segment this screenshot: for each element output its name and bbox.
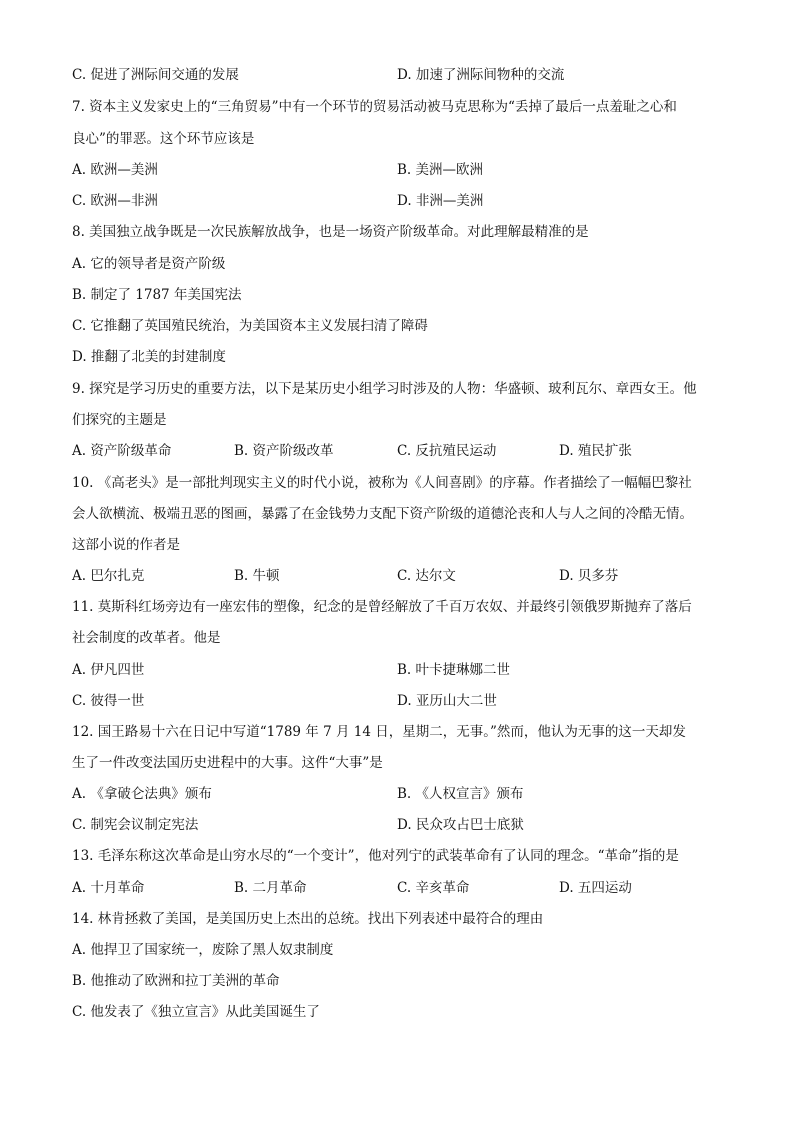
q9-option-a: A. 资产阶级革命: [72, 443, 172, 459]
q11-option-a: A. 伊凡四世: [72, 662, 145, 678]
q13-option-c: C. 辛亥革命: [397, 880, 470, 896]
q13-options-row: [72, 873, 732, 904]
q12-option-c: C. 制宪会议制定宪法: [72, 817, 199, 833]
q14-option-b: B. 他推动了欧洲和拉丁美洲的革命: [72, 973, 280, 989]
q8-option-d: D. 推翻了北美的封建制度: [72, 349, 226, 365]
q11-stem-line-2: 社会制度的改革者。他是: [72, 630, 221, 646]
q8-option-c: C. 它推翻了英国殖民统治，为美国资本主义发展扫清了障碍: [72, 318, 428, 334]
q12-stem-line-2: 生了一件改变法国历史进程中的大事。这件“大事”是: [72, 755, 383, 771]
q10-option-c: C. 达尔文: [397, 568, 456, 584]
q12-stem-line-1: 12. 国王路易十六在日记中写道“1789 年 7 月 14 日，星期二，无事。”然而，他认为无事的这一天却发: [72, 724, 686, 740]
q9-stem-line-1: 9. 探究是学习历史的重要方法，以下是某历史小组学习时涉及的人物：华盛顿、玻利瓦尔、章西女王。他: [72, 381, 697, 397]
q10-stem-line-2: 会人欲横流、极端丑恶的图画，暴露了在金钱势力支配下资产阶级的道德沦丧和人与人之间的冷酷无情。: [72, 506, 693, 522]
q9-options-row: [72, 436, 732, 467]
q11-option-d: D. 亚历山大二世: [397, 693, 497, 709]
q11-options-row-cd: [72, 686, 732, 717]
q12-options-row-cd: [72, 810, 732, 841]
q11-stem-line-1: 11. 莫斯科红场旁边有一座宏伟的塑像，纪念的是曾经解放了千百万农奴、并最终引领俄罗斯抛弃了落后: [72, 599, 692, 615]
q9-option-d: D. 殖民扩张: [559, 443, 632, 459]
q11-option-b: B. 叶卡捷琳娜二世: [397, 662, 511, 678]
q13-option-a: A. 十月革命: [72, 880, 145, 896]
q8-option-b: B. 制定了 1787 年美国宪法: [72, 287, 242, 303]
q10-option-a: A. 巴尔扎克: [72, 568, 145, 584]
q10-stem-line-1: 10. 《高老头》是一部批判现实主义的时代小说，被称为《人间喜剧》的序幕。作者描绘了一幅幅巴黎社: [72, 475, 692, 491]
q9-option-b: B. 资产阶级改革: [234, 443, 334, 459]
q7-option-b: B. 美洲—欧洲: [397, 162, 484, 178]
q6-option-c: C. 促进了洲际间交通的发展: [72, 67, 239, 83]
q11-option-c: C. 彼得一世: [72, 693, 145, 709]
q7-stem-line-2: 良心”的罪恶。这个环节应该是: [72, 131, 255, 147]
q12-option-b: B. 《人权宣言》颁布: [397, 786, 524, 802]
q7-option-a: A. 欧洲—美洲: [72, 162, 158, 178]
q9-option-c: C. 反抗殖民运动: [397, 443, 497, 459]
q11-options-row-ab: [72, 655, 732, 686]
q7-options-row-cd: [72, 186, 732, 217]
q9-stem-line-2: 们探究的主题是: [72, 412, 167, 428]
q10-option-d: D. 贝多芬: [559, 568, 619, 584]
q7-options-row-ab: [72, 155, 732, 186]
q6-options-row-cd: [72, 60, 732, 91]
q13-option-b: B. 二月革命: [234, 880, 307, 896]
q7-stem-line-1: 7. 资本主义发家史上的“三角贸易”中有一个环节的贸易活动被马克思称为“丢掉了最后一点羞耻之心和: [72, 99, 677, 115]
q10-options-row: [72, 561, 732, 592]
q12-option-d: D. 民众攻占巴士底狱: [397, 817, 524, 833]
q14-option-a: A. 他捍卫了国家统一，废除了黑人奴隶制度: [72, 942, 334, 958]
q13-stem: 13. 毛泽东称这次革命是山穷水尽的“一个变计”，他对列宁的武装革命有了认同的理念。“革命”指的是: [72, 848, 679, 864]
q7-option-c: C. 欧洲—非洲: [72, 193, 158, 209]
q13-option-d: D. 五四运动: [559, 880, 632, 896]
q6-option-d: D. 加速了洲际间物种的交流: [397, 67, 565, 83]
q10-stem-line-3: 这部小说的作者是: [72, 537, 180, 553]
q14-stem: 14. 林肯拯救了美国，是美国历史上杰出的总统。找出下列表述中最符合的理由: [72, 911, 544, 927]
q10-option-b: B. 牛顿: [234, 568, 280, 584]
q8-option-a: A. 它的领导者是资产阶级: [72, 256, 226, 272]
q8-stem: 8. 美国独立战争既是一次民族解放战争，也是一场资产阶级革命。对此理解最精准的是: [72, 224, 589, 240]
q7-option-d: D. 非洲—美洲: [397, 193, 484, 209]
q12-options-row-ab: [72, 779, 732, 810]
q14-option-c: C. 他发表了《独立宣言》从此美国诞生了: [72, 1004, 320, 1020]
q12-option-a: A. 《拿破仑法典》颁布: [72, 786, 212, 802]
